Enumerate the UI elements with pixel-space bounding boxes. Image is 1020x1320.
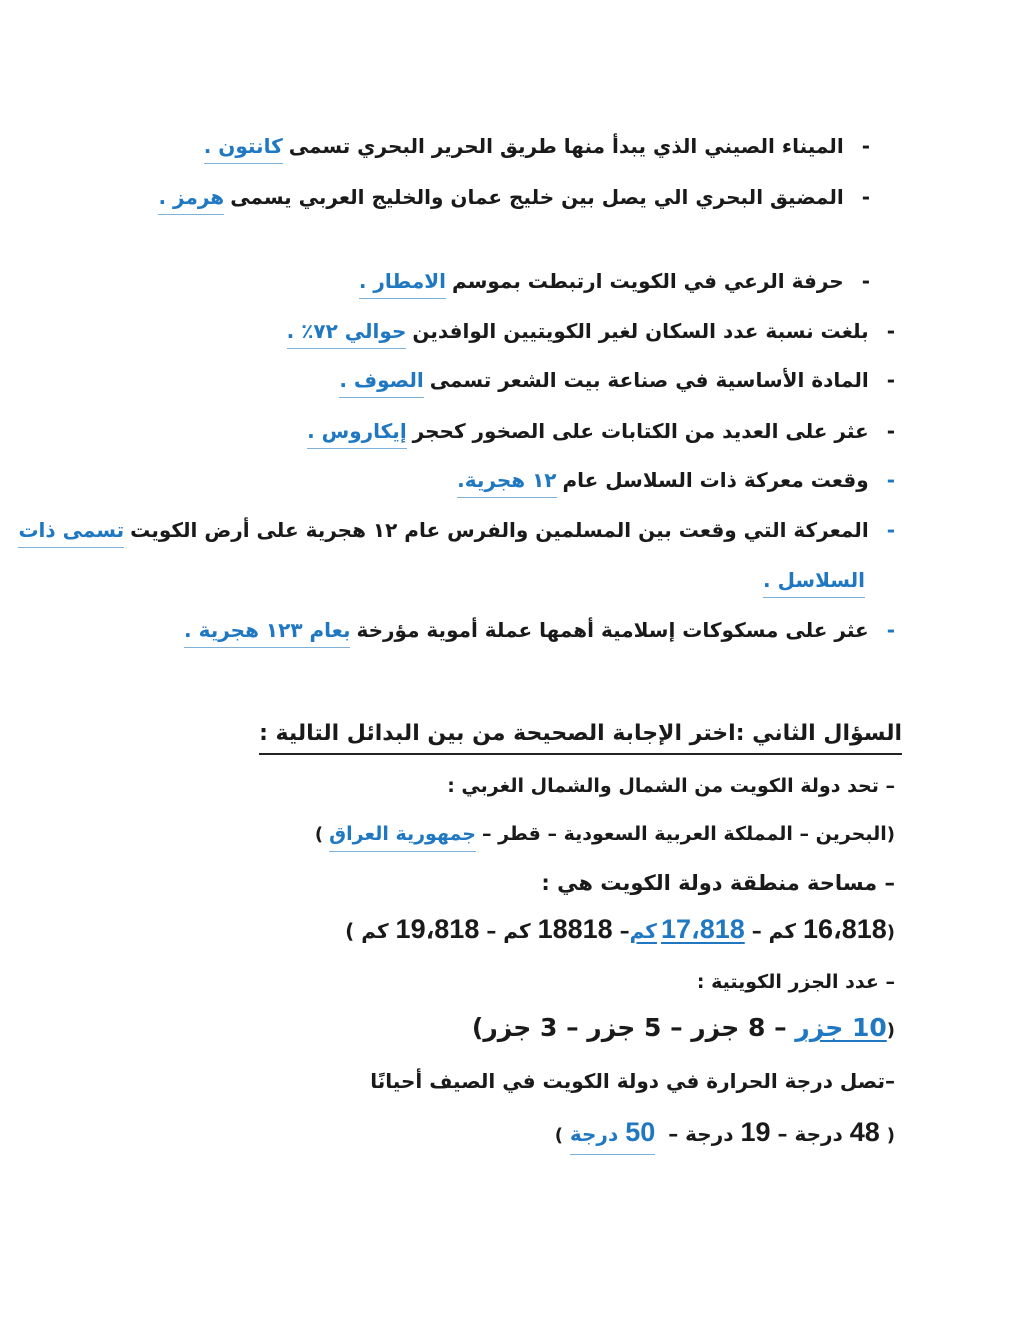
fill-item-4 <box>287 318 895 349</box>
item-answer: تسمى ذات <box>18 517 124 548</box>
item-answer: بعام ١٢٣ هجرية . <box>184 617 350 648</box>
bullet-dash: - <box>886 319 895 343</box>
bullet-dash: - <box>861 134 870 158</box>
mcq-1-question: – تحد دولة الكويت من الشمال والشمال الغربي : <box>447 775 895 797</box>
fill-item-3 <box>359 268 870 299</box>
item-text: المادة الأساسية في صناعة بيت الشعر تسمى <box>429 368 869 392</box>
option-4: 19،818 <box>395 914 480 944</box>
options-text: البحرين – المملكة العربية السعودية – قطر – <box>481 823 887 845</box>
fill-item-5 <box>339 367 895 398</box>
option-3: 18818 <box>537 914 613 944</box>
item-answer: الصوف . <box>339 367 423 398</box>
fill-item-2 <box>158 184 870 215</box>
correct-answer: جمهورية العراق <box>329 822 476 852</box>
mcq-2-options: (16،818 كم – 17،818كم– 18818 كم – 19،818 كم ) <box>345 914 895 944</box>
item-answer: ١٢ هجرية. <box>457 467 556 498</box>
item-text: عثر على العديد من الكتابات على الصخور كحجر <box>412 419 869 443</box>
mcq-4-question: –تصل درجة الحرارة في دولة الكويت في الصيف أحيانًا <box>370 1069 895 1093</box>
item-text: بلغت نسبة عدد السكان لغير الكويتيين الوافدين <box>412 319 869 343</box>
fill-item-7 <box>457 467 895 498</box>
item-answer-continued: السلاسل . <box>763 567 865 598</box>
item-text: المضيق البحري الي يصل بين خليج عمان والخليج العربي يسمى <box>230 185 844 209</box>
fill-item-8-continuation <box>763 567 865 598</box>
item-text: وقعت معركة ذات السلاسل عام <box>562 468 869 492</box>
mcq-3-options: (10 جزر – 8 جزر – 5 جزر – 3 جزر) <box>471 1013 895 1042</box>
item-answer: الامطار . <box>359 268 446 299</box>
mcq-2-question: – مساحة منطقة دولة الكويت هي : <box>541 871 895 895</box>
other-options: – 8 جزر – 5 جزر – 3 جزر) <box>471 1013 787 1042</box>
bullet-dash: - <box>886 468 895 492</box>
option-2: 19 <box>740 1117 771 1147</box>
fill-item-9 <box>184 617 895 648</box>
bullet-dash: - <box>861 269 870 293</box>
mcq-3-question: – عدد الجزر الكويتية : <box>696 971 895 993</box>
fill-item-6 <box>307 418 895 449</box>
item-text: المعركة التي وقعت بين المسلمين والفرس عام ١٢ هجرية على أرض الكويت <box>130 518 869 542</box>
item-text: حرفة الرعي في الكويت ارتبطت بموسم <box>452 269 844 293</box>
mcq-4-options: ( 48 درجة – 19 درجة – 50 درجة ) <box>555 1115 895 1155</box>
item-answer: هرمز . <box>158 184 224 215</box>
bullet-dash: - <box>861 185 870 209</box>
correct-answer: 17،818 <box>660 914 745 944</box>
correct-answer-unit: كم <box>629 919 657 943</box>
option-1: 16،818 <box>802 914 887 944</box>
correct-answer: 10 جزر <box>795 1013 887 1042</box>
item-answer: إيكاروس . <box>307 418 407 449</box>
fill-item-1 <box>204 133 870 164</box>
item-text: عثر على مسكوكات إسلامية أهمها عملة أموية مؤرخة <box>356 618 869 642</box>
bullet-dash: - <box>886 368 895 392</box>
mcq-1-options: (البحرين – المملكة العربية السعودية – قطر –جمهورية العراق) <box>315 822 895 852</box>
bullet-dash: - <box>886 518 895 542</box>
bullet-dash: - <box>886 618 895 642</box>
item-text: الميناء الصيني الذي يبدأ منها طريق الحرير البحري تسمى <box>288 134 844 158</box>
item-answer: حوالي ٧٢٪ . <box>287 318 407 349</box>
bullet-dash: - <box>886 419 895 443</box>
correct-answer: 50 درجة <box>570 1115 655 1155</box>
fill-item-8 <box>18 517 895 548</box>
option-1: 48 <box>849 1117 880 1147</box>
section-heading: السؤال الثاني :اختر الإجابة الصحيحة من بين البدائل التالية : <box>259 720 902 755</box>
item-answer: كانتون . <box>204 133 283 164</box>
